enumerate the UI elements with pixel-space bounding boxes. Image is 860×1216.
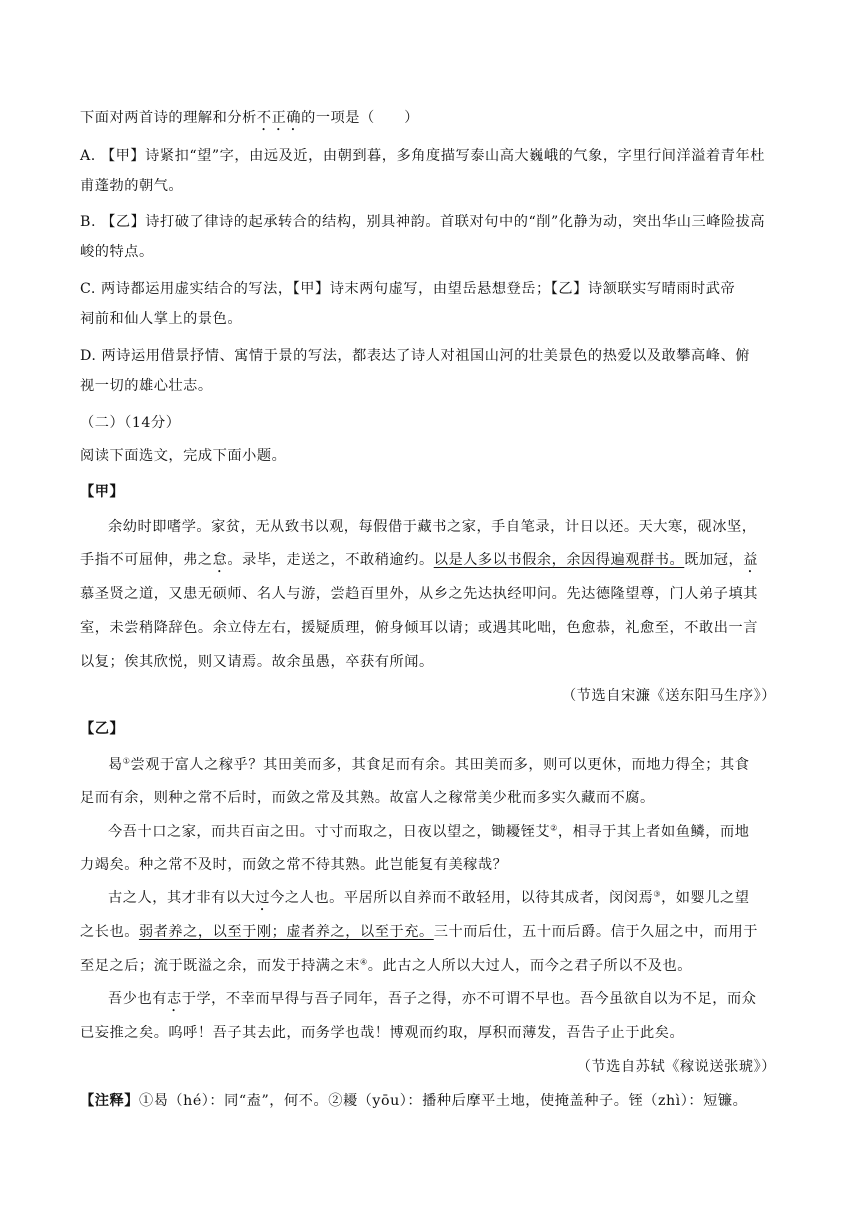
passage-jia-line1: 余幼时即嗜学。家贫，无从致书以观，每假借于藏书之家，手自笔录，计日以还。天大寒，砚冰坚，	[108, 519, 757, 535]
passage-yi-p3-line1	[108, 888, 750, 914]
passage-jia-line5: 以复；俟其欣悦，则又请焉。故余虽愚，卒获有所闻。	[80, 654, 434, 670]
yi-text: 曷	[108, 757, 123, 773]
yi-text: ，相寻于其上者如鱼鳞，而地	[557, 824, 750, 840]
yi-text: 古之人，其才非有以大	[108, 890, 256, 906]
passage-yi-source: （节选自苏轼《稼说送张琥》）	[576, 1059, 776, 1075]
option-b-line2: 峻的特点。	[80, 244, 154, 260]
yi-text: 之长也。	[80, 924, 139, 940]
section-instruction: 阅读下面选文，完成下面小题。	[80, 448, 287, 464]
footnote-marker: ③	[653, 889, 662, 899]
jia-dotted-word: 益	[743, 552, 758, 568]
option-a-line2: 甫蓬勃的朝气。	[80, 178, 184, 194]
passage-yi-p1-line1	[108, 755, 749, 775]
option-d-line1: D. 两诗运用借景抒情、寓情于景的写法，都表达了诗人对祖国山河的壮美景色的热爱以及敢攀高峰、俯	[80, 348, 750, 364]
passage-jia-line4: 室，未尝稍降辞色。余立侍左右，援疑质理，俯身倾耳以请；或遇其叱咄，色愈恭，礼愈至，不敢出一言	[80, 620, 758, 636]
yi-dotted-word: 志	[166, 991, 182, 1007]
footnote-marker: ①	[122, 756, 131, 766]
jia-line2-part: 。录毕，走送之，不敢稍逾约。	[227, 552, 434, 568]
question-stem-tail: 的一项是（ ）	[301, 110, 419, 126]
passage-jia-source: （节选自宋濂《送东阳马生序》）	[562, 688, 776, 704]
jia-line2-part: 手指不可屈伸，弗之	[80, 552, 213, 568]
yi-dotted-word: 过	[255, 890, 271, 906]
yi-text: ，如婴儿之望	[661, 890, 750, 906]
passage-yi-p4-line1	[108, 989, 756, 1015]
section-heading: （二）（14分）	[80, 415, 181, 431]
option-c-line1: C. 两诗都运用虚实结合的写法，【甲】诗末两句虚写，由望岳悬想登岳；【乙】诗颔联实写晴雨时武帝	[80, 281, 736, 297]
annotation-line	[80, 1091, 747, 1111]
footnote-marker: ②	[550, 823, 558, 833]
passage-yi-label: 【乙】	[80, 721, 125, 737]
option-b-line1: B. 【乙】诗打破了律诗的起承转合的结构，别具神韵。首联对句中的“削”化静为动，突出华山三峰险拔高	[80, 214, 766, 230]
question-stem	[80, 108, 419, 134]
jia-line2-part: 既加冠，	[684, 552, 744, 568]
annotation-text: ①曷（hé）：同“盍”，何不。②耰（yōu）：播种后摩平土地，使掩盖种子。铚（zhì）：短镰。	[138, 1093, 748, 1109]
footnote-marker: ④	[360, 957, 368, 967]
passage-jia-line3: 慕圣贤之道，又患无硕师、名人与游，尝趋百里外，从乡之先达执经叩问。先达德隆望尊，门人弟子填其	[80, 586, 758, 602]
option-c-line2: 祠前和仙人掌上的景色。	[80, 311, 243, 327]
passage-yi-p1-line2: 足而有余，则种之常不后时，而敛之常及其熟。故富人之稼常美少秕而多实久藏而不腐。	[80, 790, 655, 806]
yi-text: 至足之后；流于既溢之余，而发于持满之末	[80, 958, 361, 974]
jia-underlined-sentence: 以是人多以书假余，余因得遍观群书。	[433, 552, 685, 568]
yi-text: 吾少也有	[108, 991, 167, 1007]
yi-text: 于学，不幸而早得与吾子同年，吾子之得，亦不可谓不早也。吾今虽欲自以为不足，而众	[181, 991, 757, 1007]
annotation-label: 【注释】	[80, 1093, 139, 1109]
passage-yi-p4-line2: 已妄推之矣。呜呼！吾子其去此，而务学也哉！博观而约取，厚积而薄发，吾告子止于此矣。	[80, 1025, 685, 1041]
passage-jia-label: 【甲】	[80, 484, 125, 500]
jia-dotted-word: 怠	[212, 552, 228, 568]
passage-jia-line2	[80, 550, 758, 576]
passage-yi-p2-line2: 力竭矣。种之常不及时，而敛之常不待其熟。此岂能复有美稼哉？	[80, 857, 508, 873]
yi-underlined-sentence: 弱者养之，以至于刚；虚者养之，以至于充。	[138, 924, 434, 940]
yi-text: 尝观于富人之稼乎？其田美而多，其食足而有余。其田美而多，则可以更休，而地力得全；其食	[130, 757, 750, 773]
question-stem-text: 下面对两首诗的理解和分析	[80, 110, 257, 126]
option-a-line1: A. 【甲】诗紧扣“望”字，由远及近，由朝到暮，多角度描写泰山高大巍峨的气象，字里行间洋溢着青年杜	[80, 148, 765, 164]
yi-text: 三十而后仕，五十而后爵。信于久屈之中，而用于	[433, 924, 758, 940]
question-stem-emphasis: 不正确	[256, 110, 302, 126]
yi-text: 今吾十口之家，而共百亩之田。寸寸而取之，日夜以望之，锄耰铚艾	[108, 824, 551, 840]
passage-yi-p2-line1	[108, 822, 749, 842]
yi-text: 。此古之人所以大过人，而今之君子所以不及也。	[367, 958, 692, 974]
passage-yi-p3-line2	[80, 922, 758, 942]
option-d-line2: 视一切的雄心壮志。	[80, 378, 213, 394]
passage-yi-p3-line3	[80, 956, 692, 976]
yi-text: 今之人也。平居所以自养而不敢轻用，以待其成者，闵闵焉	[270, 890, 654, 906]
